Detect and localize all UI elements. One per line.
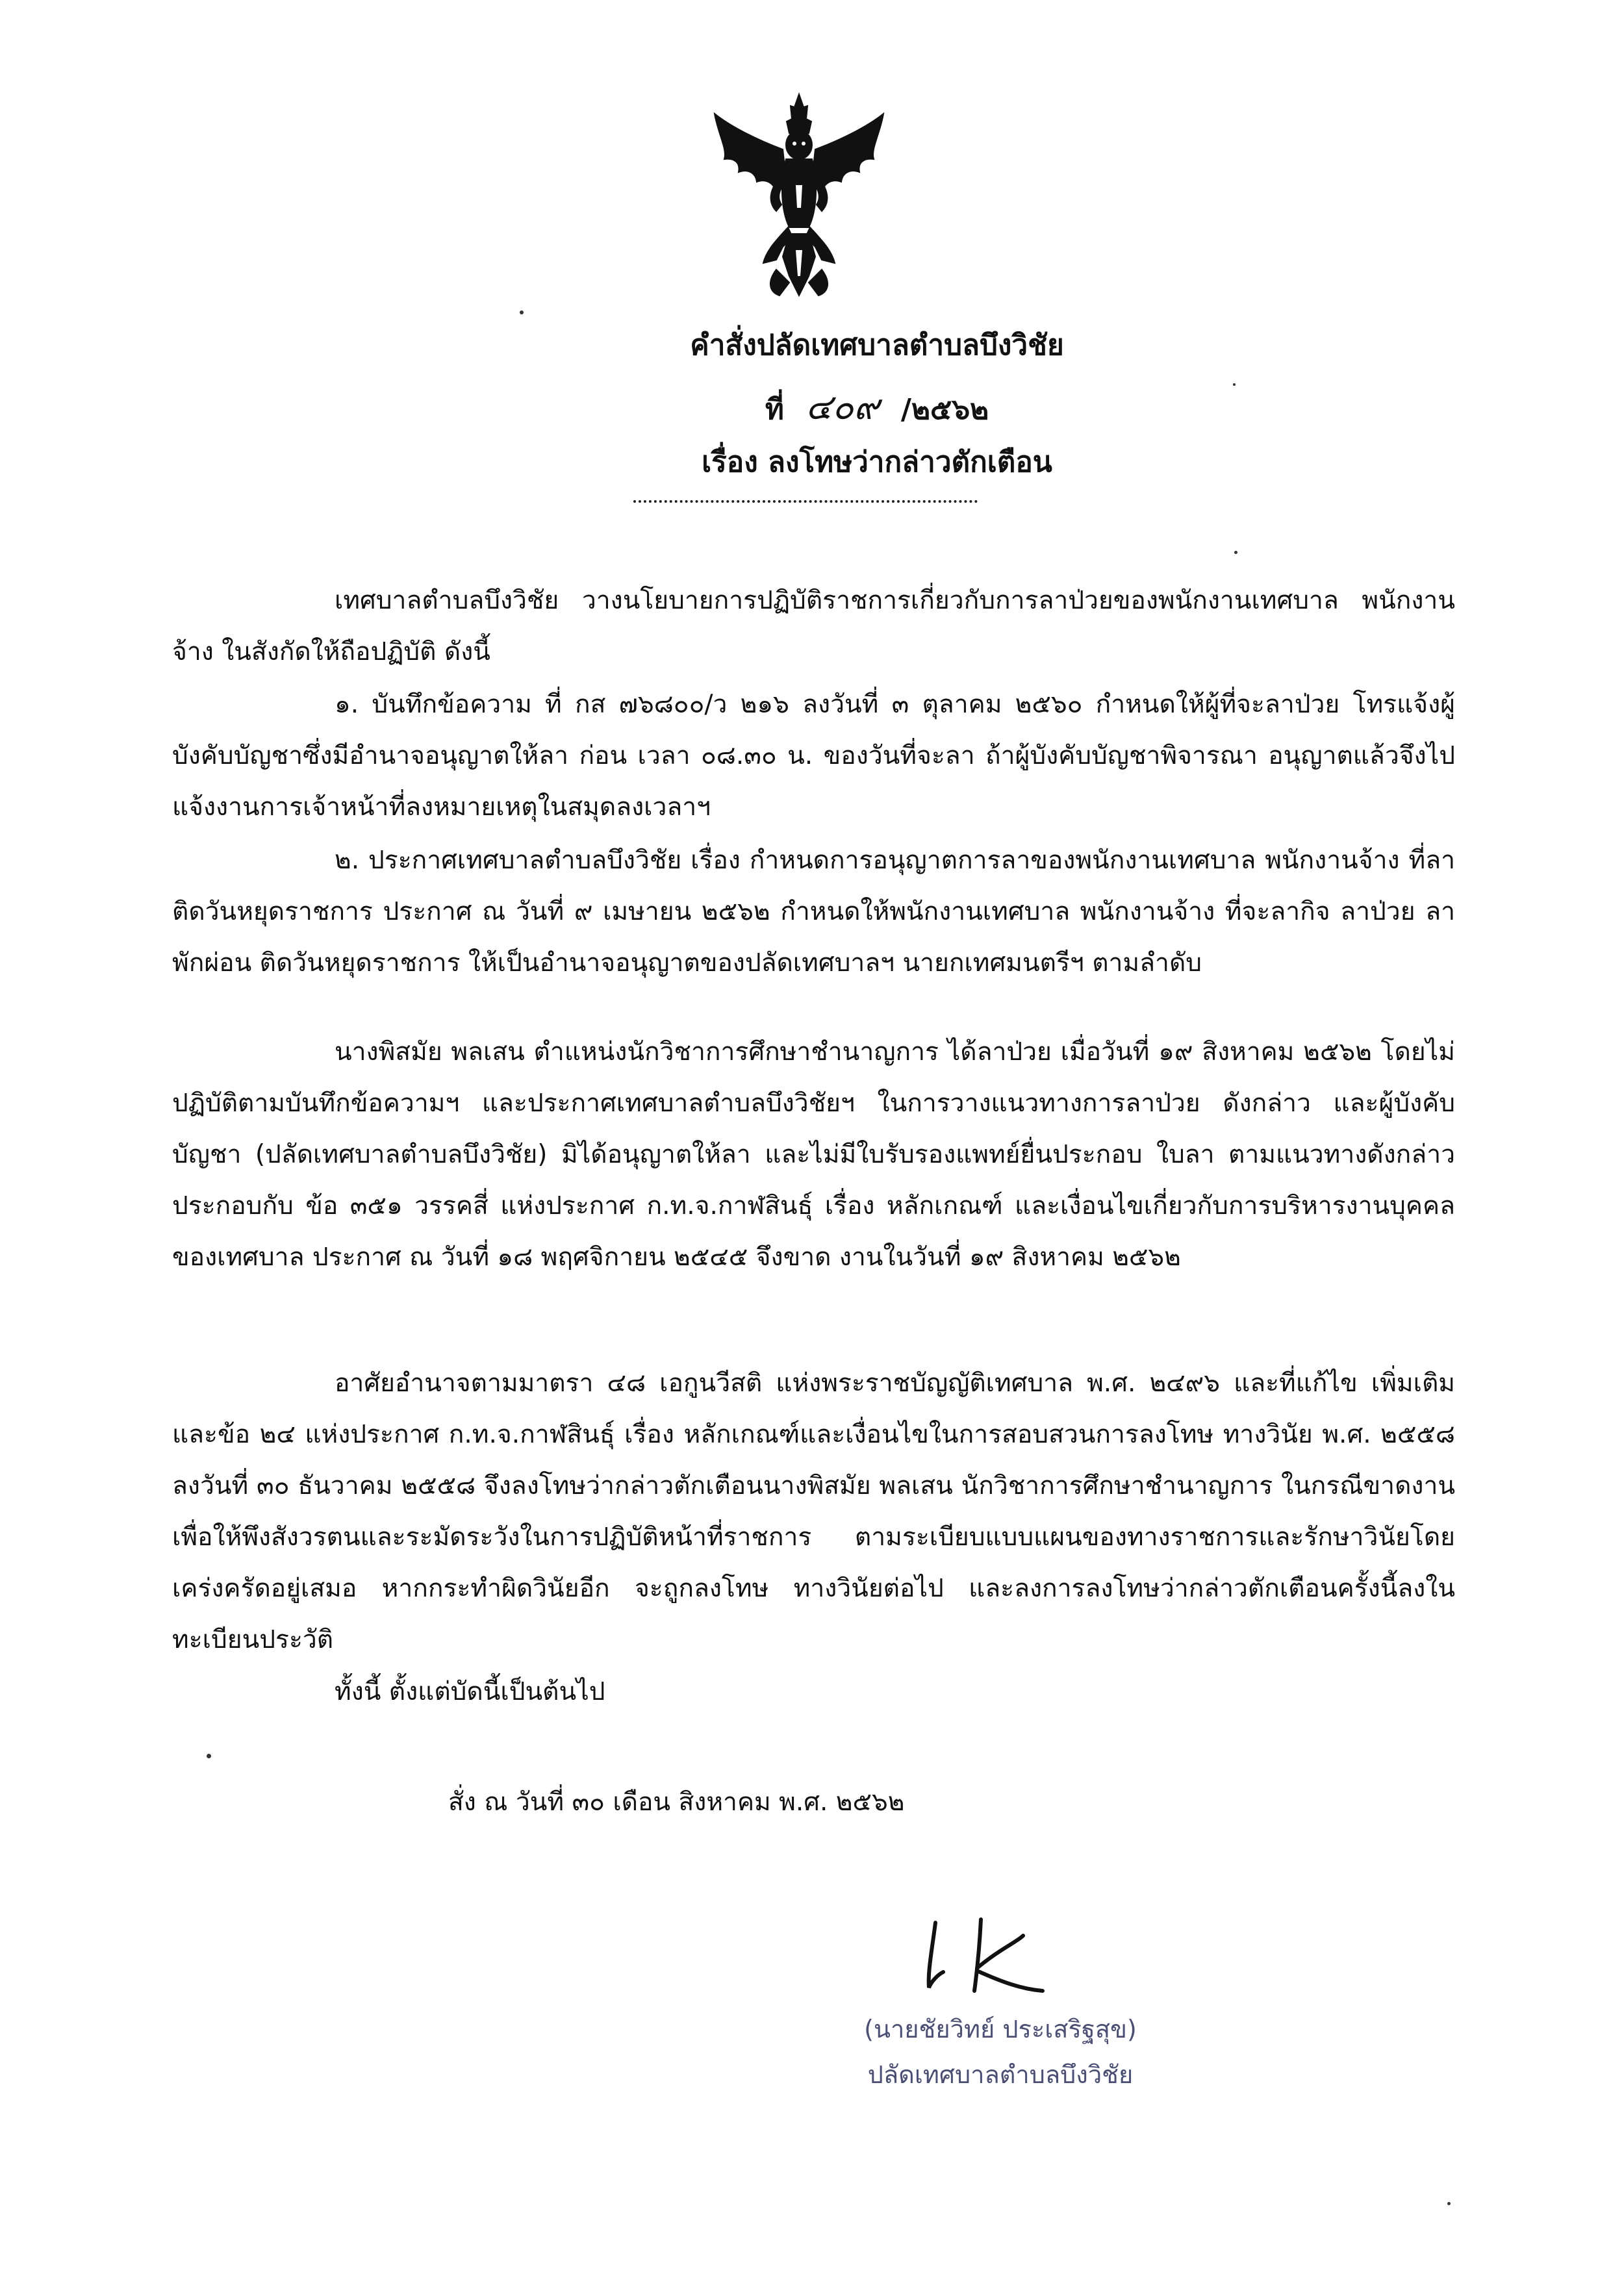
order-subject: เรื่อง ลงโทษว่ากล่าวตักเตือน — [702, 446, 1052, 479]
garuda-emblem-icon — [705, 88, 893, 302]
dotted-divider — [633, 500, 978, 503]
paragraph-facts-text: นางพิสมัย พลเสน ตำแหน่งนักวิชาการศึกษาชำนาญการ ได้ลาป่วย เมื่อวันที่ ๑๙ สิงหาคม ๒๕๖๒ โดยไม่ปฏิบัติตามบันทึกข้อความฯ และประกาศเทศบาลตำบลบึงวิชัยฯ ในการวางแนวทางการลาป่วย ดังกล่าว และผู้บังคับบัญชา (ปลัดเทศบาลตำบลบึงวิชัย) มิได้อนุญาตให้ลา และไม่มีใบรับรองแพทย์ยื่นประกอบ ใบลา ตามแนวทางดังกล่าว ประกอบกับ ข้อ ๓๕๑ วรรคสี่ แห่งประกาศ ก.ท.จ.กาฬสินธุ์ เรื่อง หลักเกณฑ์ และเงื่อนไขเกี่ยวกับการบริหารงานบุคคลของเทศบาล ประกาศ ณ วันที่ ๑๘ พฤศจิกายน ๒๕๔๕ จึงขาด งานในวันที่ ๑๙ สิงหาคม ๒๕๖๒ — [172, 1037, 1455, 1272]
paragraph-order — [172, 1358, 1455, 1665]
signatory-name: (นายชัยวิทย์ ประเสริฐสุข) — [864, 2015, 1137, 2043]
order-number-suffix: /๒๕๖๒ — [900, 393, 989, 426]
order-date-line: สั่ง ณ วันที่ ๓๐ เดือน สิงหาคม พ.ศ. ๒๕๖๒ — [448, 1788, 905, 1817]
scan-speck — [1234, 551, 1237, 554]
paragraph-item-1-text: ๑. บันทึกข้อความ ที่ กส ๗๖๘๐๐/ว ๒๑๖ ลงวันที่ ๓ ตุลาคม ๒๕๖๐ กำหนดให้ผู้ที่จะลาป่วย โทรแจ้งผู้บังคับบัญชาซึ่งมีอำนาจอนุญาตให้ลา ก่อน เวลา ๐๘.๓๐ น. ของวันที่จะลา ถ้าผู้บังคับบัญชาพิจารณา อนุญาตแล้วจึงไปแจ้งงานการเจ้าหน้าที่ลงหมายเหตุในสมุดลงเวลาฯ — [172, 690, 1455, 822]
paragraph-intro-text: เทศบาลตำบลบึงวิชัย วางนโยบายการปฏิบัติราชการเกี่ยวกับการลาป่วยของพนักงานเทศบาล พนักงานจ้าง ในสังกัดให้ถือปฏิบัติ ดังนี้ — [172, 586, 1455, 666]
paragraph-order-text: อาศัยอำนาจตามมาตรา ๔๘ เอกูนวีสติ แห่งพระราชบัญญัติเทศบาล พ.ศ. ๒๔๙๖ และที่แก้ไข เพิ่มเติม และข้อ ๒๔ แห่งประกาศ ก.ท.จ.กาฬสินธุ์ เรื่อง หลักเกณฑ์และเงื่อนไขในการสอบสวนการลงโทษ ทางวินัย พ.ศ. ๒๕๕๘ ลงวันที่ ๓๐ ธันวาคม ๒๕๕๘ จึงลงโทษว่ากล่าวตักเตือนนางพิสมัย พลเสน นักวิชาการศึกษาชำนาญการ ในกรณีขาดงาน เพื่อให้พึงสังวรตนและระมัดระวังในการปฏิบัติหน้าที่ราชการ ตามระเบียบแบบแผนของทางราชการและรักษาวินัยโดยเคร่งครัดอยู่เสมอ หากกระทำผิดวินัยอีก จะถูกลงโทษ ทางวินัยต่อไป และลงการลงโทษว่ากล่าวตักเตือนครั้งนี้ลงในทะเบียนประวัติ — [172, 1369, 1455, 1654]
paragraph-item-2 — [172, 835, 1455, 989]
paragraph-item-2-text: ๒. ประกาศเทศบาลตำบลบึงวิชัย เรื่อง กำหนดการอนุญาตการลาของพนักงานเทศบาล พนักงานจ้าง ที่ลาติดวันหยุดราชการ ประกาศ ณ วันที่ ๙ เมษายน ๒๕๖๒ กำหนดให้พนักงานเทศบาล พนักงานจ้าง ที่จะลากิจ ลาป่วย ลาพักผ่อน ติดวันหยุดราชการ ให้เป็นอำนาจอนุญาตของปลัดเทศบาลฯ นายกเทศมนตรีฯ ตามลำดับ — [172, 846, 1455, 978]
scan-speck — [1233, 383, 1236, 386]
scan-speck — [520, 310, 524, 314]
order-title: คำสั่งปลัดเทศบาลตำบลบึงวิชัย — [690, 329, 1064, 362]
signature-mark — [909, 1910, 1065, 2001]
paragraph-intro — [172, 575, 1455, 677]
scan-speck — [1447, 2202, 1451, 2205]
order-number-line — [65, 386, 1624, 427]
paragraph-item-1 — [172, 679, 1455, 833]
paragraph-effective: ทั้งนี้ ตั้งแต่บัดนี้เป็นต้นไป — [335, 1677, 605, 1706]
order-number-handwritten: ๔๐๙ — [806, 386, 880, 427]
paragraph-facts — [172, 1026, 1455, 1283]
order-number-prefix: ที่ — [765, 393, 784, 426]
scan-speck — [207, 1754, 211, 1758]
signatory-title: ปลัดเทศบาลตำบลบึงวิชัย — [867, 2060, 1134, 2089]
